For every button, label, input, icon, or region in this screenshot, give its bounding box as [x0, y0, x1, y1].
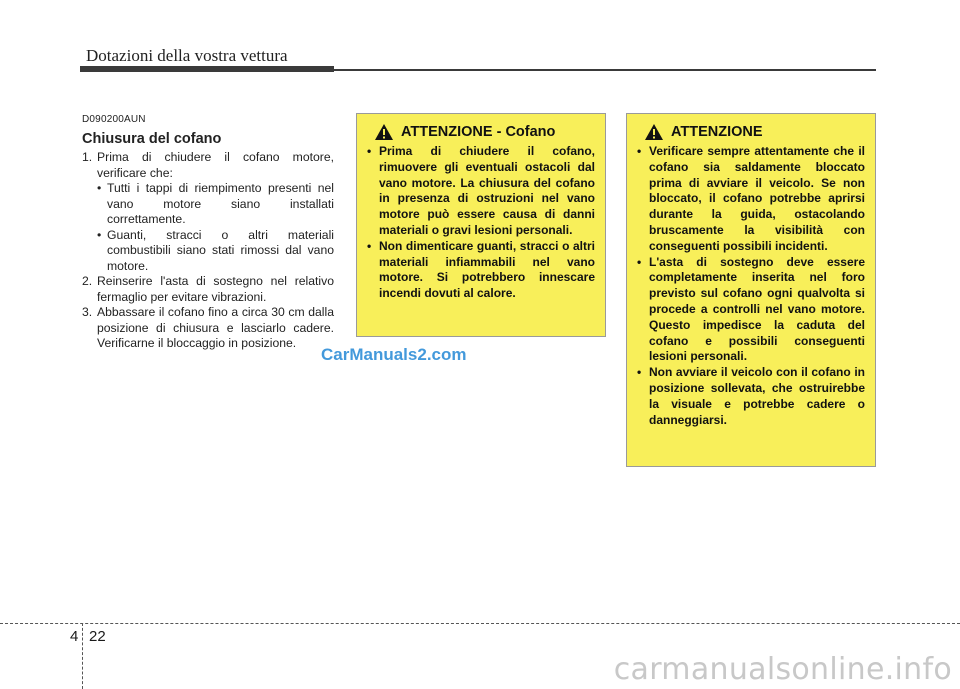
page-number: 22 [89, 628, 106, 645]
warning-title: ATTENZIONE [671, 124, 763, 140]
warning-header [645, 124, 865, 140]
warning-item [637, 144, 865, 255]
step-number: 2. [82, 274, 93, 288]
warning-box-general [626, 113, 876, 467]
chapter-number: 4 [70, 628, 79, 645]
section-title: Chiusura del cofano [82, 130, 222, 147]
warning-item [637, 255, 865, 366]
bullet-text: Tutti i tappi di riempimento presenti nel vano motore siano installati correttamente. [107, 181, 334, 226]
footer-page-divider [82, 623, 83, 689]
warning-item [367, 144, 595, 239]
step-text: Reinserire l'asta di sostegno nel relativo fermaglio per evitare vibrazioni. [97, 274, 334, 304]
warning-triangle-icon [375, 124, 393, 140]
warning-title: ATTENZIONE - Cofano [401, 124, 556, 140]
warning-header [375, 124, 595, 140]
bullet-glyph: • [367, 144, 372, 158]
section-code: D090200AUN [82, 114, 146, 125]
warning-text: Non dimenticare guanti, stracci o altri materiali infiammabili nel vano motore. Si potrebbero innescare incendi dovuti al calore. [379, 238, 595, 301]
warning-text: Verificare sempre attentamente che il cofano sia saldamente bloccato prima di avviare il veicolo. Se non bloccato, il cofano potrebbe aprirsi durante la guida, ostacolando bruscamente la visibilità con conseguenti possibili incidenti. [649, 144, 865, 253]
page-header-title: Dotazioni della vostra vettura [86, 46, 288, 65]
step-text: Prima di chiudere il cofano motore, verificare che: [97, 150, 334, 180]
step-3 [82, 305, 334, 352]
bullet-glyph: • [97, 181, 102, 195]
warning-box-hood [356, 113, 606, 337]
warning-triangle-icon [645, 124, 663, 140]
step-text: Abbassare il cofano fino a circa 30 cm dalla posizione di chiusura e lasciarlo cadere. Verificarne il bloccaggio in posizione. [97, 305, 334, 350]
warning-item [637, 365, 865, 428]
bullet-glyph: • [637, 365, 642, 380]
bullet-text: Guanti, stracci o altri materiali combustibili siano stati rimossi dal vano motore. [107, 227, 334, 273]
header-rule-thin [334, 69, 876, 71]
warning-item [367, 239, 595, 302]
footer-divider [0, 623, 960, 624]
header-rule-thick [80, 66, 334, 72]
warning-text: Non avviare il veicolo con il cofano in posizione sollevata, che ostruirebbe la visuale e potrebbe cadere o danneggiarsi. [649, 365, 865, 427]
step-2 [82, 274, 334, 305]
step-1-bullet-2 [97, 228, 334, 275]
bullet-glyph: • [637, 254, 642, 269]
warning-text: Prima di chiudere il cofano, rimuovere gli eventuali ostacoli dal vano motore. La chiusura del cofano in presenza di ostruzioni nel vano motore può essere causa di danni materiali o gravi lesioni personali. [379, 144, 595, 237]
warning-text: L'asta di sostegno deve essere completamente inserita nel foro previsto sul cofano ogni qualvolta si procede a controlli nel vano motore. Questo impedisce la caduta del cofano e possibili conseguenti lesioni personali. [649, 254, 865, 364]
site-watermark[interactable]: carmanualsonline.info [613, 652, 952, 687]
step-number: 1. [82, 150, 93, 164]
procedure-column [82, 112, 334, 352]
bullet-glyph: • [637, 144, 642, 158]
step-1 [82, 150, 334, 181]
watermark-link[interactable]: CarManuals2.com [321, 345, 467, 364]
bullet-glyph: • [97, 227, 102, 242]
step-number: 3. [82, 305, 93, 319]
step-1-bullet-1 [97, 181, 334, 228]
bullet-glyph: • [367, 238, 372, 253]
